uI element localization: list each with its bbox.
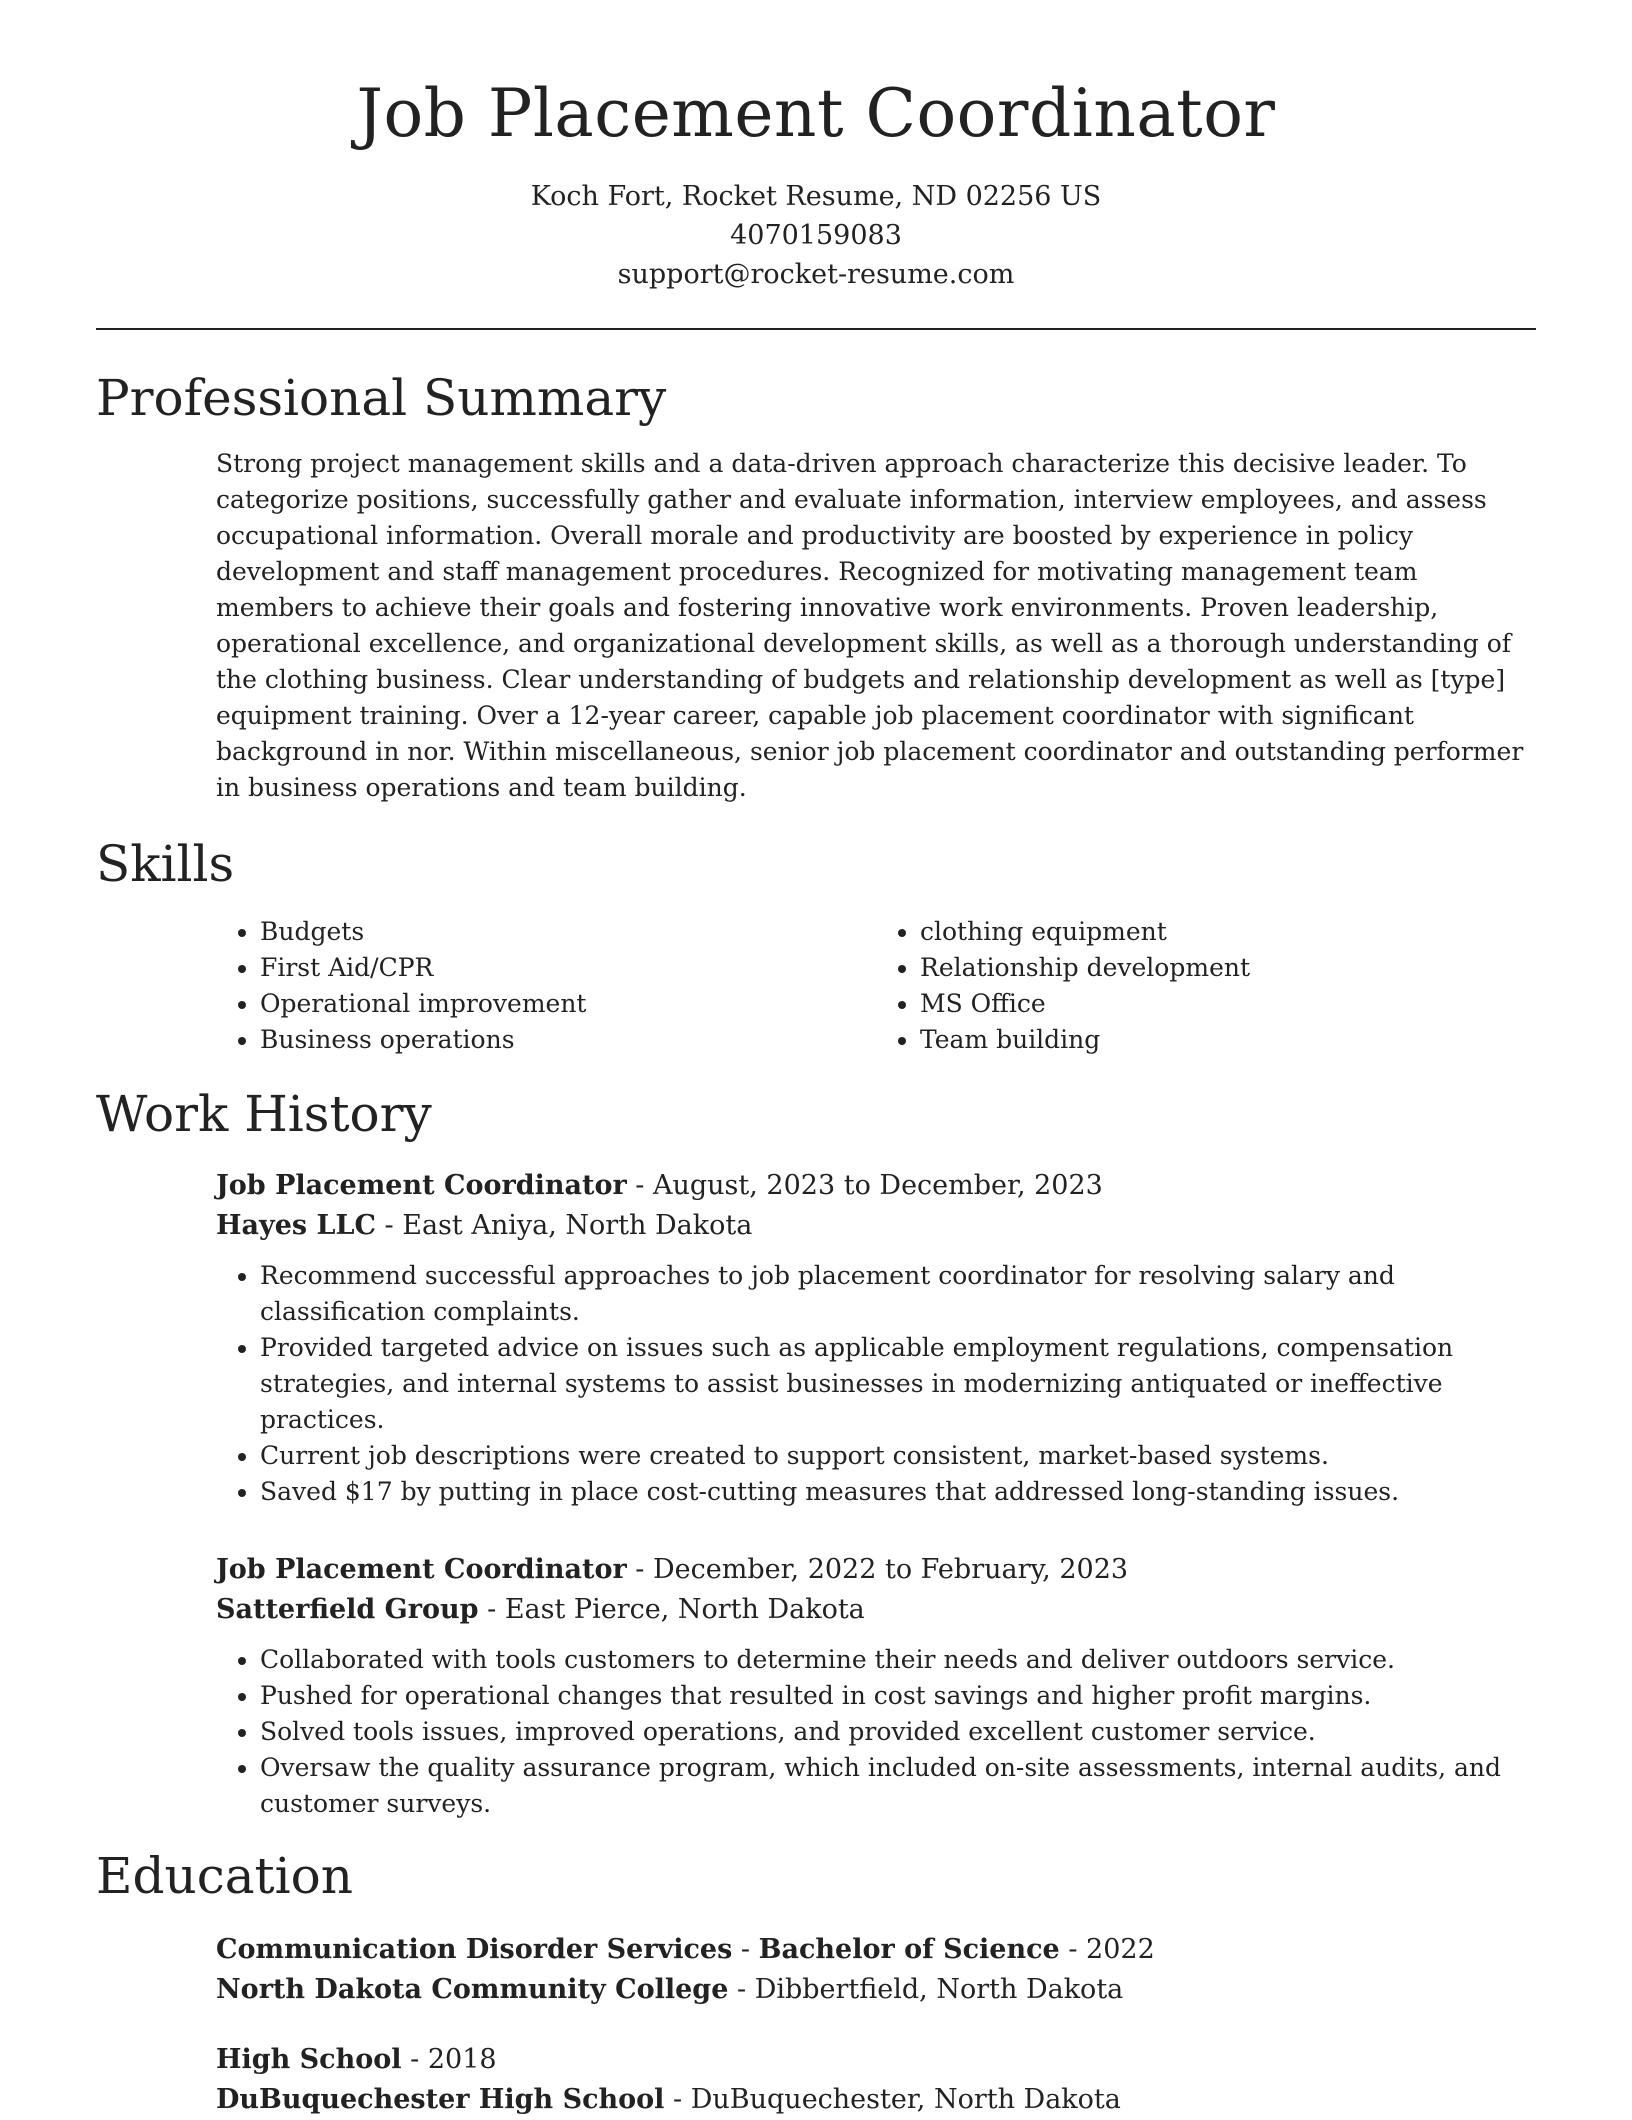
job-location: East Aniya, North Dakota — [402, 1209, 753, 1241]
education-entry — [216, 1930, 1536, 2010]
education-entry — [216, 2040, 1536, 2120]
education-degree-line — [216, 2040, 1536, 2080]
separator: - — [487, 1593, 505, 1625]
education-school: DuBuquechester High School — [216, 2083, 665, 2115]
skills-column-right — [876, 914, 1536, 1058]
job-entry — [216, 1550, 1536, 1822]
separator: - — [1068, 1933, 1087, 1965]
job-dates: December, 2022 to February, 2023 — [653, 1553, 1129, 1585]
education-school-line — [216, 1970, 1536, 2010]
skill-item: • First Aid/CPR — [260, 950, 876, 986]
contact-block — [96, 177, 1536, 294]
job-bullet: • Solved tools issues, improved operations, and provided excellent customer service. — [260, 1714, 1536, 1750]
education-year: 2022 — [1086, 1933, 1155, 1965]
job-bullets — [216, 1258, 1536, 1510]
education-year: 2018 — [427, 2043, 497, 2075]
contact-address: Koch Fort, Rocket Resume, ND 02256 US — [530, 180, 1102, 212]
job-bullets — [216, 1642, 1536, 1822]
education-degree-line — [216, 1930, 1536, 1970]
education-school-line — [216, 2080, 1536, 2120]
skills-column-left — [216, 914, 876, 1058]
summary-heading: Professional Summary — [96, 368, 667, 427]
separator: - — [635, 1553, 653, 1585]
education-location: Dibbertfield, North Dakota — [754, 1973, 1124, 2005]
contact-email: support@rocket-resume.com — [617, 258, 1015, 290]
resume-name: Job Placement Coordinator — [356, 75, 1276, 152]
job-bullet: • Oversaw the quality assurance program, which included on-site assessments, internal audits, and customer surveys. — [260, 1750, 1536, 1822]
skill-item: • Relationship development — [920, 950, 1536, 986]
job-role: Job Placement Coordinator — [216, 1169, 627, 1201]
job-entry — [216, 1166, 1536, 1510]
education-degree: Bachelor of Science — [758, 1933, 1060, 1965]
summary-text: Strong project management skills and a data-driven approach characterize this decisive leader. To categorize positions, successfully gather and evaluate information, interview employees, and assess occupational information. Overall morale and productivity are boosted by experience in policy development and staff management procedures. Recognized for motivating management team members to achieve their goals and fostering innovative work environments. Proven leadership, operational excellence, and organizational development skills, as well as a thorough understanding of the clothing business. Clear understanding of budgets and relationship development as well as [type] equipment training. Over a 12-year career, capable job placement coordinator with significant background in nor. Within miscellaneous, senior job placement coordinator and outstanding performer in business operations and team building. — [216, 448, 1524, 802]
job-title-line — [216, 1550, 1536, 1590]
education-field: Communication Disorder Services — [216, 1933, 733, 1965]
separator: - — [740, 1933, 759, 1965]
skill-item: • Business operations — [260, 1022, 876, 1058]
job-bullet: • Pushed for operational changes that resulted in cost savings and higher profit margins. — [260, 1678, 1536, 1714]
separator: - — [635, 1169, 653, 1201]
job-dates: August, 2023 to December, 2023 — [653, 1169, 1103, 1201]
education-school: North Dakota Community College — [216, 1973, 729, 2005]
job-bullet: • Saved $17 by putting in place cost-cutting measures that addressed long-standing issues. — [260, 1474, 1536, 1510]
job-company-line — [216, 1206, 1536, 1246]
education-heading: Education — [96, 1846, 353, 1905]
skill-item: • Operational improvement — [260, 986, 876, 1022]
job-company: Hayes LLC — [216, 1209, 376, 1241]
skill-item: • MS Office — [920, 986, 1536, 1022]
job-company: Satterfield Group — [216, 1593, 479, 1625]
job-title-line — [216, 1166, 1536, 1206]
skill-item: • clothing equipment — [920, 914, 1536, 950]
job-location: East Pierce, North Dakota — [504, 1593, 865, 1625]
education-field: High School — [216, 2043, 402, 2075]
skills-list — [216, 914, 1536, 1058]
job-bullet: • Recommend successful approaches to job placement coordinator for resolving salary and classification complaints. — [260, 1258, 1536, 1330]
contact-phone: 4070159083 — [730, 219, 902, 251]
resume-header — [96, 0, 1536, 294]
separator: - — [736, 1973, 755, 2005]
skills-heading: Skills — [96, 834, 235, 893]
separator: - — [384, 1209, 403, 1241]
skill-item: • Budgets — [260, 914, 876, 950]
separator: - — [410, 2043, 428, 2075]
header-divider — [96, 328, 1536, 330]
job-company-line — [216, 1590, 1536, 1630]
education-location: DuBuquechester, North Dakota — [690, 2083, 1121, 2115]
job-bullet: • Current job descriptions were created to support consistent, market-based systems. — [260, 1438, 1536, 1474]
job-bullet: • Provided targeted advice on issues such as applicable employment regulations, compensation strategies, and internal systems to assist businesses in modernizing antiquated or ineffective practices. — [260, 1330, 1536, 1438]
job-bullet: • Collaborated with tools customers to determine their needs and deliver outdoors service. — [260, 1642, 1536, 1678]
skill-item: • Team building — [920, 1022, 1536, 1058]
work-history-heading: Work History — [96, 1084, 432, 1143]
separator: - — [673, 2083, 691, 2115]
job-role: Job Placement Coordinator — [216, 1553, 627, 1585]
